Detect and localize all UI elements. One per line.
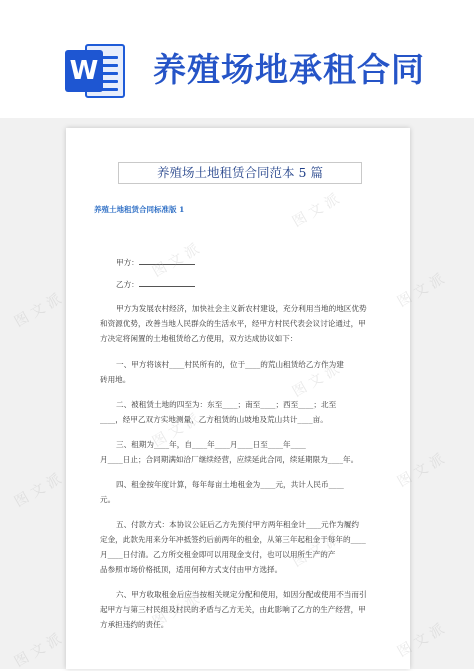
party-b-line: [116, 278, 195, 290]
watermark: 图 文 派: [149, 591, 202, 631]
body-line: 品参照市场价格抵顶，适用何种方式支付由甲方选择。: [100, 565, 283, 574]
body-line: 砖用地。: [100, 375, 131, 384]
body-line: 元。: [100, 495, 116, 504]
body-line: 四、租金按年度计算，每年每亩土地租金为____元，共计人民币____: [116, 480, 344, 489]
body-line: 方决定将闲置的土地租赁给乙方使用，双方达成协议如下：: [100, 334, 298, 343]
watermark: 图 文 派: [11, 471, 64, 511]
body-line: 甲方为发展农村经济，加快社会主义新农村建设，充分利用当地的地区优势: [116, 304, 367, 313]
body-line: 月____日付清。乙方所交租金即可以用现金支付，也可以用所生产的产: [100, 550, 336, 559]
body-line: ____，经甲乙双方实地测量，乙方租赁的山坡地及荒山共计____亩。: [100, 415, 328, 424]
body-line: 五、付款方式：本协议公证后乙方先预付甲方两年租金计____元作为履约: [116, 520, 359, 529]
document-heading: 养殖场土地租赁合同范本 5 篇: [118, 162, 362, 184]
party-a-line: [116, 256, 195, 268]
body-line: 方承担违约的责任。: [100, 620, 169, 629]
watermark: 图 文 派: [394, 451, 447, 491]
watermark: 图 文 派: [289, 361, 342, 401]
watermark: 图 文 派: [394, 621, 447, 661]
watermark: 图 文 派: [394, 271, 447, 311]
body-line: 月____日止；合同期满如洽厂继续经营，应续延此合同，续延期限为____年。: [100, 455, 359, 464]
party-b-label: 乙方：: [116, 280, 139, 289]
watermark: 图 文 派: [11, 291, 64, 331]
watermark: 图 文 派: [289, 531, 342, 571]
watermark: 图 文 派: [289, 191, 342, 231]
word-logo-letter: W: [65, 50, 103, 92]
body-line: 三、租期为____年，自____年____月____日至____年____: [116, 440, 306, 449]
party-a-label: 甲方：: [116, 258, 139, 267]
banner: [0, 0, 474, 118]
body-line: 六、甲方收取租金后应当按相关规定分配和使用，如因分配或使用不当而引: [116, 590, 367, 599]
body-line: 和资源优势，改善当地人民群众的生活水平，经甲方村民代表会议讨论通过，甲: [100, 319, 366, 328]
body-line: 二、被租赁土地的四至为：东至____；南至____；西至____；北至: [116, 400, 337, 409]
body-line: 定金，此款先用来分年冲抵签约后前两年的租金，从第三年起租金于每年的____: [100, 535, 366, 544]
document-page: [66, 128, 410, 669]
watermark: 图 文 派: [11, 631, 64, 671]
watermark: 图 文 派: [149, 241, 202, 281]
document-subheading: 养殖土地租赁合同标准版 1: [94, 205, 185, 214]
body-line: 起甲方与第三村民组及村民的矛盾与乙方无关，由此影响了乙方的生产经营，甲: [100, 605, 366, 614]
word-icon: [65, 40, 127, 102]
watermark: 图 文 派: [149, 411, 202, 451]
body-line: 一、甲方将该村____村民所有的，位于____的荒山租赁给乙方作为建: [116, 360, 344, 369]
banner-title: 养殖场地承租合同: [153, 50, 425, 89]
